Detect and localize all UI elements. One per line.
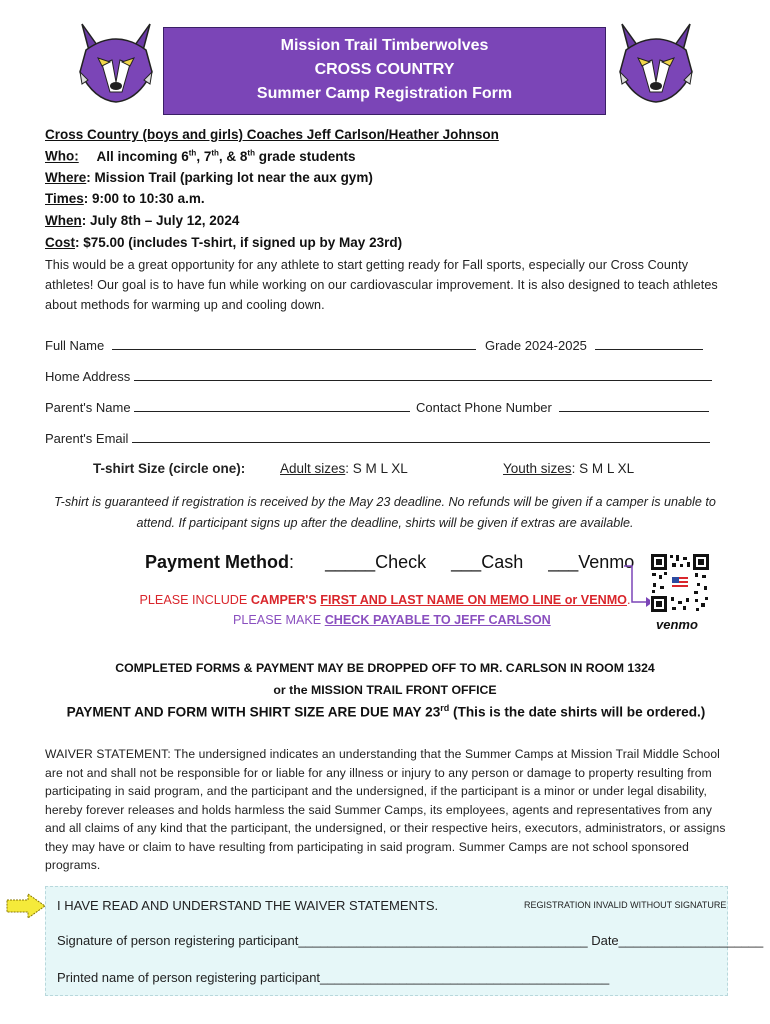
times-line: Times: 9:00 to 10:30 a.m. <box>45 191 205 206</box>
where-line: Where: Mission Trail (parking lot near the aux gym) <box>45 170 373 185</box>
payment-check-option[interactable]: _____Check <box>325 552 427 572</box>
venmo-logo: venmo <box>656 617 698 632</box>
wolf-mascot-icon <box>72 22 160 104</box>
youth-sizes[interactable]: Youth sizes: S M L XL <box>503 461 635 476</box>
grade-field[interactable] <box>595 337 703 350</box>
who-value: All incoming 6th, 7th, & 8th grade students <box>96 148 356 164</box>
date-label: Date <box>591 933 619 948</box>
signature-field[interactable]: ________________________________________ <box>298 933 588 948</box>
waiver-statement: WAIVER STATEMENT: The undersigned indicates an understanding that the Summer Camps at Mission Trail Middle School are not and shall not be responsible for or liable for any illness or injury to any person or damage to property resulting from participating in said program, and the participant and the undersigned, if the participant is a minor or under legal disability, hereby forever releases and holds harmless the said Summer Camps, its employees, agents and representatives from any and all claims of any kind that the participant, the undersigned, or their respective heirs, executors, administrators, or assigns they may have or claim to have resulting from participating in said program. Summer Camps are not school sponsored programs. <box>45 747 726 872</box>
home-address-field[interactable] <box>134 368 712 381</box>
header-banner <box>163 27 606 115</box>
payment-venmo-option[interactable]: ___Venmo <box>548 552 635 572</box>
printed-name-field[interactable]: ________________________________________ <box>320 970 610 985</box>
contact-phone-label: Contact Phone Number <box>416 400 552 415</box>
grade-label: Grade 2024-2025 <box>485 338 587 353</box>
parents-name-field[interactable] <box>134 399 410 412</box>
signature-row <box>57 933 763 948</box>
coaches-line: Cross Country (boys and girls) Coaches Jeff Carlson/Heather Johnson <box>45 127 499 142</box>
dropoff-line-2: or the MISSION TRAIL FRONT OFFICE <box>273 683 497 697</box>
parents-name-label: Parent's Name <box>45 400 131 415</box>
full-name-field[interactable] <box>112 337 476 350</box>
payment-method-label: Payment Method <box>145 552 290 572</box>
payment-cash-option[interactable]: ___Cash <box>451 552 524 572</box>
memo-instruction: PLEASE INCLUDE CAMPER'S FIRST AND LAST NAME ON MEMO LINE or VENMO. <box>139 593 631 607</box>
parents-email-field[interactable] <box>132 430 710 443</box>
payment-method-row: Payment Method: _____Check ___Cash ___Venmo <box>145 552 635 572</box>
waiver-acknowledgment: I HAVE READ AND UNDERSTAND THE WAIVER STATEMENTS. <box>57 898 439 913</box>
who-label: Who: <box>45 148 79 164</box>
tshirt-size-label: T-shirt Size (circle one): <box>93 461 246 476</box>
wolf-mascot-icon <box>612 22 700 104</box>
contact-phone-row <box>416 399 709 415</box>
signature-label: Signature of person registering participant <box>57 933 299 948</box>
date-field[interactable]: ____________________ <box>618 933 764 948</box>
home-address-row <box>45 368 712 384</box>
header-title: Mission Trail Timberwolves <box>280 37 489 54</box>
grade-row <box>485 337 703 353</box>
tshirt-note: T-shirt is guaranteed if registration is received by the May 23 deadline. No refunds will be given if a camper is unable to attend. If participant signs up after the deadline, shirts will be given if extras are available. <box>54 495 716 530</box>
when-line: When: July 8th – July 12, 2024 <box>45 213 240 228</box>
check-payable-instruction: PLEASE MAKE CHECK PAYABLE TO JEFF CARLSON <box>233 613 551 627</box>
contact-phone-field[interactable] <box>559 399 709 412</box>
parents-email-row <box>45 430 710 446</box>
full-name-label: Full Name <box>45 338 105 353</box>
due-date-line: PAYMENT AND FORM WITH SHIRT SIZE ARE DUE MAY 23rd (This is the date shirts will be ordered.) <box>66 703 706 720</box>
adult-sizes[interactable]: Adult sizes: S M L XL <box>280 461 408 476</box>
registration-invalid-note: REGISTRATION INVALID WITHOUT SIGNATURE <box>524 900 727 910</box>
intro-paragraph: This would be a great opportunity for any athlete to start getting ready for Fall sports, especially our Cross County athletes! Our goal is to have fun while working on our cardiovascular improvement. It is also designed to teach athletes about methods for warming up and cooling down. <box>45 258 718 312</box>
cost-line: Cost: $75.00 (includes T-shirt, if signed up by May 23rd) <box>45 235 403 250</box>
header-form-title: Summer Camp Registration Form <box>256 85 513 102</box>
parents-name-row <box>45 399 410 415</box>
dropoff-line-1: COMPLETED FORMS & PAYMENT MAY BE DROPPED OFF TO MR. CARLSON IN ROOM 1324 <box>115 661 655 675</box>
home-address-label: Home Address <box>45 369 131 384</box>
header-subtitle: CROSS COUNTRY <box>314 61 455 78</box>
yellow-arrow-icon <box>6 893 46 919</box>
printed-name-label: Printed name of person registering participant <box>57 970 321 985</box>
parents-email-label: Parent's Email <box>45 431 129 446</box>
who-line <box>45 148 356 164</box>
full-name-row <box>45 337 476 353</box>
printed-name-row <box>57 970 609 985</box>
